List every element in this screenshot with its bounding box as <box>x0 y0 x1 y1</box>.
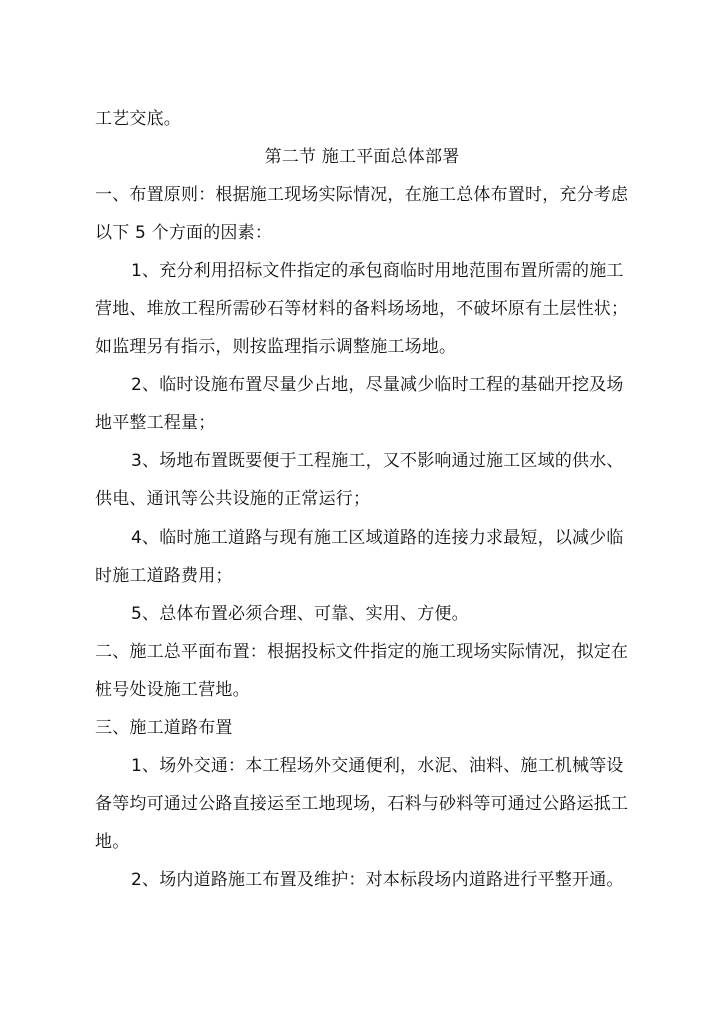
text-line: 供电、通讯等公共设施的正常运行； <box>95 489 371 509</box>
text-line: 二、施工总平面布置：根据投标文件指定的施工现场实际情况，拟定在 <box>95 642 629 662</box>
text-line: 1、充分利用招标文件指定的承包商临时用地范围布置所需的施工 <box>131 261 624 281</box>
text-line: 5、总体布置必须合理、可靠、实用、方便。 <box>131 604 469 624</box>
section-heading: 第二节 施工平面总体部署 <box>264 147 460 167</box>
text-line: 营地、堆放工程所需砂石等材料的备料场场地，不破坏原有土层性状； <box>95 299 629 319</box>
text-line: 2、场内道路施工布置及维护：对本标段场内道路进行平整开通。 <box>131 870 624 890</box>
text-line: 如监理另有指示，则按监理指示调整施工场地。 <box>95 337 457 357</box>
text-line: 地平整工程量； <box>95 413 216 433</box>
text-line: 3、场地布置既要便于工程施工，又不影响通过施工区域的供水、 <box>131 451 624 471</box>
text-line: 时施工道路费用； <box>95 566 233 586</box>
text-line: 4、临时施工道路与现有施工区域道路的连接力求最短，以减少临 <box>131 528 624 548</box>
text-line: 桩号处设施工营地。 <box>95 680 250 700</box>
text-line: 备等均可通过公路直接运至工地现场，石料与砂料等可通过公路运抵工 <box>95 794 629 814</box>
text-line: 三、施工道路布置 <box>95 718 233 738</box>
text-line: 以下 5 个方面的因素： <box>95 223 273 243</box>
text-line: 地。 <box>95 832 130 852</box>
text-line: 2、临时设施布置尽量少占地，尽量减少临时工程的基础开挖及场 <box>131 375 624 395</box>
text-line: 1、场外交通：本工程场外交通便利，水泥、油料、施工机械等设 <box>131 756 624 776</box>
text-line: 一、布置原则：根据施工现场实际情况，在施工总体布置时，充分考虑 <box>95 185 629 205</box>
text-line: 工艺交底。 <box>95 109 181 129</box>
